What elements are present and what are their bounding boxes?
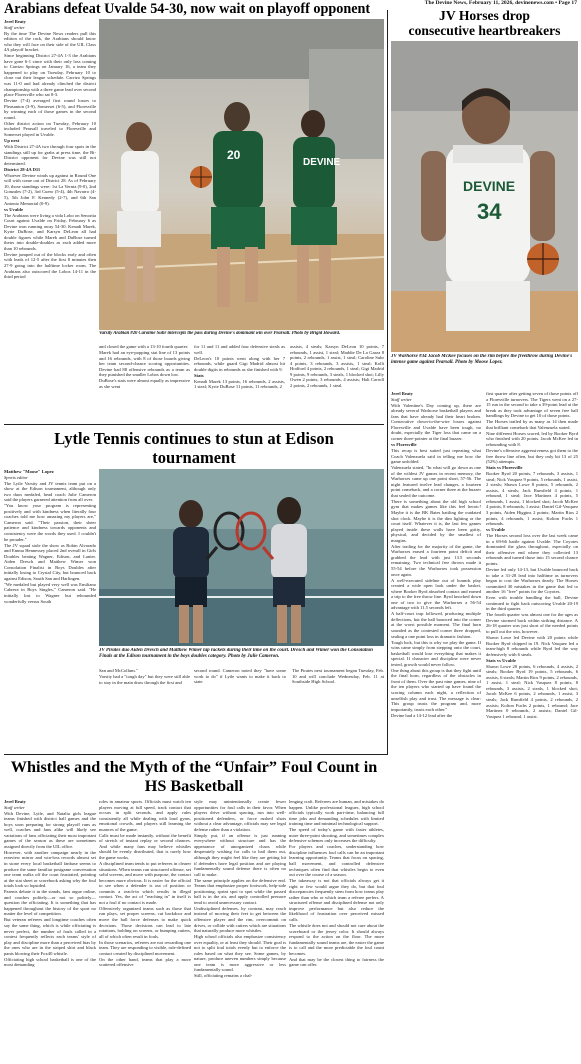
paragraph: Since beginning District 27-4A 1-3 the Arabians have gone 6-1 since with their only loss coming to Carrizo Springs on January 16, a team they happened to play on Tuesday, February 10 to close out their league schedule. Carrizo Springs was 11-0 and had already clinched the district championship with a three game lead over second place Floresville who sat 8-3. <box>4 53 96 98</box>
whistles-column-3 <box>194 799 286 1061</box>
paragraph: Simply put, if an offense is just running everywhere without structure and has the appearance of unorganized chaos while desperately wishing for calls to bail them out, although they might feel like they are getting hit if defenders have legal position and are playing fundamentally sound defense there is often no call to make. <box>194 832 286 877</box>
paragraph: High school officials also emphasize consistency over equality, or at least they should. Their goal is not to split foul totals evenly but to enforce the rules based on what they see. Some games, by nature, produce uneven numbers simply because one team is more aggressive or less fundamentally sound. <box>194 934 286 973</box>
paragraph: "You know your program is representing positively and with kindness when literally four coaches told me how amazing my players are," Cameron said. "Their passion, their sheer patience and kindness towards opponents and consistency were the words they used. I couldn't be prouder." <box>4 503 96 542</box>
horses-column-2 <box>486 391 578 755</box>
paragraph: Shawn Lowe led Devine with 20 points while Booker Byrd chipped in 19. Nick Vasquez led a team-high 8 rebounds while Byrd led the way defensively with 6 steals. <box>486 635 578 657</box>
paragraph: Even with trouble handling the ball, Devine continued to fight back outscoring Uvalde 20-19 in the third quarter. <box>486 595 578 612</box>
paragraph: One thing about this group is that they fight until the final horn, regardless of the obstacles in front of them. Over the past nine games, nine of the ten players who started up have found the scoring column each night, a reflection of unselfish play and trust. The message is clear: This group trusts the program and, more importantly, trusts each other." <box>391 667 481 712</box>
horses-headline-line-1: JV Horses drop <box>439 8 530 23</box>
tennis-photo-caption: JV Pirates duo Aiden Dresch and Matthew Wimer tap rackets during their time on the court. Dresch and Wimer won the Consolation Finals at the Edison tournament in the boys doubles category. Photo by Julie Cameron. <box>99 648 373 659</box>
section-divider <box>4 424 384 425</box>
paragraph: and closed the game with a 13-10 fourth quarter. <box>99 344 189 349</box>
whistles-headline-line-1: Whistles and the Myth of the “Unfair” Foul Count in <box>10 758 378 776</box>
tennis-headline-line-2: tournament <box>152 447 236 467</box>
svg-text:34: 34 <box>477 199 502 224</box>
whistles-column-2 <box>99 799 191 1061</box>
arabians-photo-caption: Varsity Arabian #20 Caroline Suhr intercepts the pass during Devine's dominant win over Pearsall. Photo by Brigid Howard. <box>99 331 341 336</box>
horses-byline: Jerel Beaty <box>391 391 413 396</box>
paragraph: "We medaled but played very well was Emiliano Cabrera in Boys Singles," Cameron said. "He initially lost to Wagner but rebounded wonderfully versus South <box>4 581 96 604</box>
paragraph: DeLeon's 10 points went along with her 7 rebounds, while guard Gigi Madrid almost hit double digits in rebounds as she finished with 9. <box>194 355 285 372</box>
whistles-column-1 <box>4 799 96 1061</box>
subhead: Up next <box>4 137 20 143</box>
paragraph: Whoever Devine winds up against in Round One will with come out of District 28. As of February 10, those standings were: 1st La Vernia (9-0), 2nd Gonzales (7-2), 3rd Cuero (5-4), 4th Navarro (4-5), 5th John F. Kennedy (2-7), and 6th San Antonio Memorial (0-9). <box>4 172 96 206</box>
horses-headline-line-2: consecutive heartbreakers <box>408 23 561 39</box>
paragraph: There is something about the old high school gym that makes games like this feel heroic! Maybe it is the BK Bates battling the outdated shot clock. Maybe it is the dim lighting or the court itself. Whatever it is, the last few games played inside these walls have been gritty, physical, and decided by the smallest of margins. <box>391 498 481 543</box>
paragraph: However, with another campaign nearly in the rearview mirror and win-loss records almost set in stone every local basketball fanbase seems to produce the same familiar postgame conversation one team walks off the court frustrated, pointing at the stat sheet or scorebook asking why the foul totals look so lopsided. <box>4 849 96 889</box>
paragraph: But veteran referees and longtime coaches often say the same thing, which is while officiating is never perfect, the number of fouls called in a contest frequently reflects each teams' style of play and discipline more than a perceived bias by the ones who are in the striped shirt and black pants blowing their Fox40 whistle. <box>4 917 96 956</box>
svg-text:DEVINE: DEVINE <box>463 178 516 194</box>
paragraph: With Valentine's Day coming up, there are already several Warhorse basketball players and fans that have already had their heart broken. Consecutive down-to-the-wire losses against Floresville and Uvalde have been tough, no doubt, especially the Tiger loss that came on a corner three-pointer at the final buzzer. <box>391 402 481 441</box>
subhead: Stats vs Floresville <box>486 465 523 471</box>
subhead: vs Uvalde <box>486 527 506 533</box>
tennis-column-3 <box>194 668 384 750</box>
paragraph: A well-executed sideline out of bounds play created a wide open look under the basket, where Booker Byrd absorbed contact and earned a trip to the free throw line. Byrd knocked down one of two to give the Warhorses a 56-54 advantage with 11.5 seconds left. <box>391 577 481 611</box>
horses-column-1 <box>391 391 481 755</box>
paragraph: for 11 and 11 and added four defensive steals as well. <box>194 344 285 355</box>
masthead: The Devine News, February 11, 2026, devinenews.com • Page 17 <box>424 0 577 6</box>
horses-photo-caption: JV Warhorse #34 Jacob McKee focuses on the rim before the freethrow during Devine's intense game against Pearsall. Photo by Moose Lopez. <box>391 354 573 365</box>
paragraph: And that may be the closest thing to fairness the game can offer. <box>289 956 384 968</box>
paragraph: Devine had a 14-12 lead after the <box>391 712 453 718</box>
whistles-headline <box>4 758 384 796</box>
paragraph: Still, officiating remains a chal- <box>194 973 253 979</box>
paragraph: second round. Cameron noted they "have some work to do" if Lytle wants to make it back to state. <box>194 668 286 685</box>
paragraph: The fourth quarter was almost one for the ages as Devine stormed back within striking distance. A 26-18 quarter was just short of the needed points to pull out the win, however. <box>486 612 578 634</box>
paragraph: Kenadi Marek 13 points, 16 rebounds, 2 assists, 1 steal; Kyrie DuBose 11 points, 11 rebounds, 2 <box>194 378 285 390</box>
arabians-column-4 <box>290 344 384 422</box>
arabians-column-3 <box>194 344 285 422</box>
paragraph: The Horses second loss over the last week came in a 69-66 battle against Uvalde. The Coyotes dominated the glass throughout, especially on their offensive end where they collected 13 rebounds and turned those into 15 second chance points. <box>486 533 578 566</box>
horses-headline <box>391 8 578 38</box>
paragraph: A half-court trap followed, producing multiple deflections, but the ball bounced into the corner at the worst possible moment. The final horn sounded as the contested corner three dropped, sealing a one point loss in dramatic fashion. <box>391 611 481 639</box>
basketball-game-image <box>99 19 384 330</box>
paragraph: Offensively organized teams such as those that run plays, set proper screens, cut backdoor and move the ball force defenses to make quick decisions. Those decisions can lead to late rotations, holding on screens, or bumping cutters, all of which often result in fouls. <box>99 905 191 939</box>
arabians-role: Staff writer <box>4 24 25 30</box>
paragraph: style may unintentionally create fewer opportunities for foul calls in their favor. When players drive without spacing, run into well-positioned defenders, or force rushed shots without a clear advantage, officials may see legal defense rather than a violation. <box>194 799 286 832</box>
paragraph: The takeaway is not that officials always get it right or few would argue they do, but that foul discrepancies frequently stem from how teams play rather than who or which team a referee prefers. A structured offense and disciplined defense not only improve performance but also reduce the likelihood of frustration over perceived missed calls. <box>289 878 384 922</box>
paragraph: A disciplined team tends to put referees in clearer situations. When teams run structured offense, set solid screens, and move with purpose, the contact becomes more obvious. It is easier for the official to see when a defender is out of position or commits a reach-in which results in illegal contact. Yes, the act of "reaching in" in itself is not a foul if no contact is made. <box>99 861 191 905</box>
paragraph: Officiating high school basketball is one of the most demanding <box>4 956 96 968</box>
whistles-role: Staff writer <box>4 804 25 810</box>
paragraph: Undisciplined defenses, by contrast, may reach instead of moving their feet to get between the offensive player and the rim, overcommit on drives, or collide with cutters which are situations that naturally produce more whistles. <box>194 905 286 934</box>
horses-role: Staff writer <box>391 396 412 402</box>
paragraph: After trailing for the majority of the game, the Warhorses erased a fourteen point deficit and grabbed the lead with just 13.5 seconds remaining. Two technical free throws made it 55-54 before the Warhorses took possession once again. <box>391 543 481 577</box>
paragraph: Tough luck, but this is why we play the game. If wins came simply from stepping onto the court, basketball would lose everything that makes it special. If character and discipline were never tested, growth would never follow. <box>391 639 481 667</box>
paragraph: Booker Byrd 20 points, 7 rebounds, 3 assists, 1 steal; Nick Vasquez 9 points, 5 rebounds, 1 assist, 2 steals; Shawn Lowe 8 points, 5 rebounds, 2 assists, 4 steals; Jack Rumfield 4 points, 1 rebound, 1 steal; Jace Martinez 4 points, 5 rebounds, 1 assist, 1 blocked shot; Jacob McKee 4 points, 8 rebounds, 1 assist; Daniel Gil-Vasquez 3 points, Aiden Higgins 2 points; Martin Rios 2 points, 4 rebounds, 1 assist; Kolton Fuchs 1 rebounds. <box>486 471 578 527</box>
tennis-role: Sports editor <box>4 474 28 480</box>
paragraph: Parents debate it in the stands, fans argue online, and coaches politely—or not so politely—question the officiating. It is something that has happened throughout the history of the sport no matter the level of competition. <box>4 889 96 917</box>
paragraph: Valenzuela stated, "In what will go down as one of the wildest JV games in recent memory, the Warhorses came up one point short, 57-56. The night featured twelve lead changes, a fourteen point comeback, and a corner three at the buzzer that sealed the outcome. <box>391 465 481 498</box>
paragraph: By the time The Devine News readers pull this edition of the rack, the Arabians should know who they will face on their side of the UIL Class 4A playoff bracket. <box>4 30 96 53</box>
paragraph: assists, 4 steals; Karsyn DeLeon 10 points, 7 rebounds, 1 assist, 1 steal; Maddie De La Garza 8 points, 2 rebounds, 1 assist, 1 steal; Caroline Suhr 4 points, 3 rebounds, 3 assists, 1 steal; Kolli Hodford 4 points, 2 rebounds, 1 steal; Gigi Madrid 9 points, 9 rebounds, 3 steals, 1 blocked shot; Lilly Owen 2 points, 3 rebounds, 4 assists; Hali Carroll 2 points, 2 rebounds, 1 steal. <box>290 344 384 388</box>
paragraph: The Pirates next tournament began Tuesday, Feb. 10 and will conclude Wednesday, Feb. 11 at Southside High School. <box>292 668 384 685</box>
paragraph: first quarter after getting seven of those points off a Floresville turnovers. The Tigers went on a 27-15 run in the second to take a 39-point lead at the break as they took advantage of seven free ball handlings by Devine to get 10 of those points. <box>486 391 578 419</box>
tennis-byline: Matthew "Moose" Lopez <box>4 469 54 474</box>
paragraph: DuBose's stats were almost equally as impressive as she went <box>99 378 190 389</box>
paragraph: Devine jumped out of the blocks early and often with leads of 12-5 after the first 8 minutes then 27-9 going into the halftime locker room. The Arabians also outscored the Lobos 14-11 in the third period <box>4 251 96 280</box>
svg-text:DEVINE: DEVINE <box>303 157 341 168</box>
paragraph: lenging craft. Referees are human, and mistakes do happen. Unlike professional leagues, high school officials typically work part-time, balancing full time jobs and demanding schedules with limited training time and minimal technological support. <box>289 799 384 827</box>
paragraph: With Devine, Lytle, and Natalia girls league teams finished with district ball games and the boys soon preparing for strong playoff runs as well, coaches and fans alike will likely see variations of fans officiating their most important games of the season as these are sometimes assigned directly from the UIL office. <box>4 810 96 849</box>
jv-player-image <box>391 41 578 352</box>
tennis-headline <box>4 430 384 467</box>
paragraph: In those scenarios, referees are not rewarding one team. They are responding to visible, rule-defined contact created by disciplined movement. <box>99 939 191 956</box>
paragraph: The Arabians were living a vida Lobo on Senorita Court against Uvalde on Friday, February 6 as Devine won running away 54-30. Kenadi Marek, Kyrie DuBose, and Karsyn DeLeon all had double figures while Marek and DuBose turned theirs into double-doubles as each added more than 10 rebounds. <box>4 212 96 251</box>
tennis-column-2 <box>99 668 190 750</box>
paragraph: The JV squad stole the show as Robin Alvarado and Emma Hennessey placed 2nd overall in Girls Doubles beating Wagner, Edison, and Lanier. Aiden Dresch and Matthew Wimer won Consolation Finalist in Boys Doubles after initially losing to Crystal City, but bounced back against Edison, South San and Harlingen. <box>4 542 96 581</box>
arabians-column-2 <box>99 344 190 422</box>
subhead: Stats vs Uvalde <box>486 657 516 663</box>
paragraph: Devine (7-4) averaged first round losses to Pleasanton (3-9), Somerset (6-5), and Floresville by winning each of those games in the second round. <box>4 98 96 120</box>
paragraph: Calls must be made instantly, without the benefit of stretch of instant replay or second chances. And while many fans may believe whistles should be evenly distributed, that is rarely how the game works. <box>99 832 191 860</box>
whistles-byline: Jerel Beaty <box>4 799 26 804</box>
paragraph: Marek had an eye-popping stat line of 13 points and 16 rebounds, with 8 of those boards giving her team second-chance scoring opportunities. Devine had 88 offensive rebounds as a team as they punished the smaller Lobos down low. <box>99 350 190 378</box>
subhead: Stats <box>194 372 204 378</box>
subhead: vs Uvalde <box>4 206 24 212</box>
paragraph: With District 27-4A two through four spots in the standings still up for grabs at press time, the Bi-District opponent for Devine was still not determined. <box>4 144 96 166</box>
paragraph: The whistle does not and should not care about the scoreboard or the jersey color. It should always respond to the action on the floor. The more fundamentally sound teams are, the easier the game is to call and the more predictable the foul count becomes. <box>289 923 384 956</box>
arabians-photo <box>99 19 384 330</box>
paragraph: The Horses trailed by as many as 14 then made that brilliant comeback that Valenzuela stated. <box>486 419 578 430</box>
tennis-photo <box>99 469 384 646</box>
tennis-column-1 <box>4 469 96 750</box>
horses-photo <box>391 41 578 352</box>
tennis-players-image <box>99 469 384 646</box>
arabians-byline: Jerel Beaty <box>4 19 26 24</box>
paragraph: roles in amateur sports. Officials must watch ten players moving at full speed, track contact that occurs in split seconds, and apply rules consistently all while dealing with loud gyms, emotional crowds, and players still learning the nuances of the game. <box>99 799 191 832</box>
arabians-headline: Arabians defeat Uvalde 54-30, now wait on playoff opponent <box>4 1 371 17</box>
paragraph: The same principle applies on the defensive end. Teams that emphasize proper footwork, help-side positioning, sprint spot to spot while the passed ball is in the air, and apply controlled pressure tend to avoid unnecessary contact. <box>194 877 286 905</box>
paragraph: For players and coaches, understanding how discipline influences foul calls can be an important learning opportunity. Teams that focus on spacing, ball movement, and controlled defensive techniques often find that whistles begin to even out over the course of a season. <box>289 844 384 878</box>
subhead: vs Floresville <box>391 441 417 447</box>
paragraph: The Lytle Varsity and JV tennis team put on a show at the Edison tournament, although only two duos medaled, head coach Julie Cameron said the players garnered attention from all over. <box>4 480 96 503</box>
paragraph: Other district action on Tuesday, February 10 included Pearsall traveled to Floresville and Somerset played in Uvalde. <box>4 120 96 137</box>
tennis-headline-line-1: Lytle Tennis continues to stun at Edison <box>54 429 334 448</box>
subhead: District 28-4A D11 <box>4 166 41 172</box>
paragraph: Devine's offensive aggressiveness got them to the free throw line often, but they only hit 13 of 25 (52%) attempts. <box>486 447 578 465</box>
whistles-headline-line-2: HS Basketball <box>144 777 244 795</box>
paragraph: This recap is best suited just repeating what Coach Valenzuela said in telling me how the game unfolded. <box>391 447 481 465</box>
paragraph: The speed of today's game with faster athletes, more three-point shooting, and sometimes complex defensive schemes only increases the difficulty. <box>289 827 384 844</box>
svg-text:20: 20 <box>227 148 241 162</box>
paragraph: On the other hand, teams that play a more scattered offensive <box>99 956 191 968</box>
paragraph: Varsity had a "tough day" but they were still able to stay in the main draw through the first and <box>99 674 190 685</box>
paragraph: Shawn Lowe 20 points, 6 rebounds, 4 assists, 2 steals; Booker Byrd 19 points, 5 rebounds, 6 assists, 6 steals; Martin Rios 9 points, 2 rebounds, 1 assist, 1 steal; Nick Vasquez 8 points, 8 rebounds, 3 assists, 2 steals, 1 blocked shot; Jacob McKee 6 points, 2 rebounds, 1 assist, 3 steals; Jack Rumfield 4 points, 2 rebounds, 2 assists; Kolton Fuchs 2 points, 1 rebound; Jace Martinez 0 rebounds, 2 assists; Daniel Gil-Vasquez 1 rebound, 1 assist. <box>486 663 578 719</box>
whistles-column-4 <box>289 799 384 1061</box>
paragraph: Nine different Horses scored, led by Booker Byrd who finished with 20 points. Jacob McKee led in rebounding with 8. <box>486 430 578 447</box>
column-divider <box>387 10 388 755</box>
section-divider <box>4 754 387 755</box>
arabians-column-1 <box>4 19 96 422</box>
paragraph: San and McCollum." <box>99 668 138 673</box>
paragraph: Devine led only 14-13, but Uvalde bounced back to take a 31-28 lead into halftime as turnovers began to cost the Warhorses dearly. The Horses committed 30 mistakes in the game that led to another 16 "free" points for the Coyotes. <box>486 566 578 595</box>
